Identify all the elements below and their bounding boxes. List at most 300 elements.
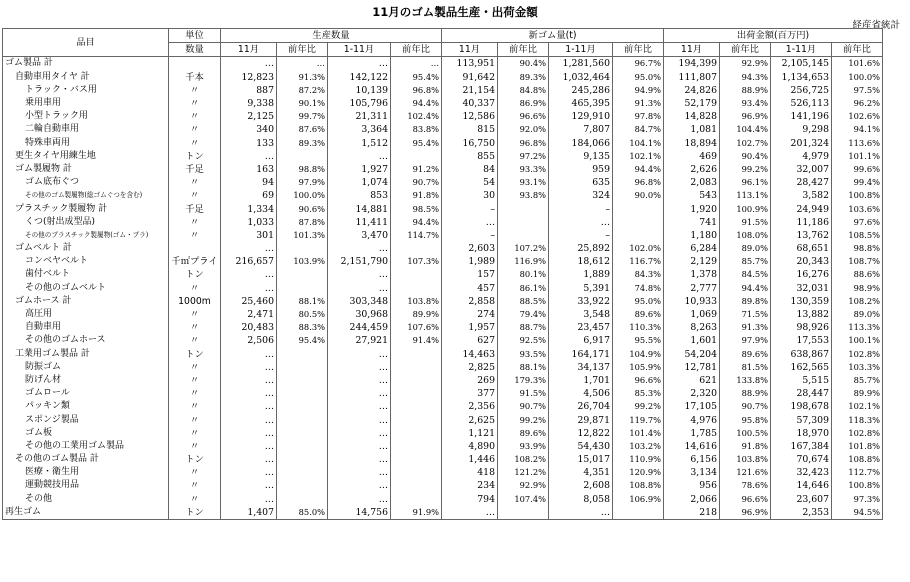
yoy-cell: 91.5% (498, 387, 549, 400)
yoy-cell: 118.3% (832, 413, 883, 426)
yoy-cell: 89.8% (720, 295, 771, 308)
yoy-cell: 78.6% (720, 479, 771, 492)
table-row (3, 255, 883, 268)
value-cell: 10,933 (664, 295, 720, 308)
row-unit: 千本 (169, 71, 221, 84)
yoy-cell: 110.9% (613, 453, 664, 466)
yoy-cell: 89.0% (720, 242, 771, 255)
value-cell: 164,171 (549, 348, 613, 361)
value-cell: 1,081 (664, 123, 720, 136)
value-cell: 1,957 (442, 321, 498, 334)
yoy-cell (391, 242, 442, 255)
yoy-cell: 179.3% (498, 374, 549, 387)
table-row (3, 71, 883, 84)
value-cell: 16,276 (771, 268, 832, 281)
yoy-cell: 90.4% (498, 57, 549, 71)
yoy-cell: 90.7% (391, 176, 442, 189)
yoy-cell: 96.8% (613, 176, 664, 189)
yoy-cell: 100.1% (832, 334, 883, 347)
value-cell: 956 (664, 479, 720, 492)
yoy-cell: 89.6% (498, 427, 549, 440)
row-unit: トン (169, 506, 221, 520)
row-unit: 〃 (169, 361, 221, 374)
yoy-cell: 101.1% (832, 150, 883, 163)
yoy-cell: 96.1% (720, 176, 771, 189)
yoy-cell: 99.2% (720, 163, 771, 176)
yoy-cell: 95.4% (277, 334, 328, 347)
yoy-cell: 89.6% (720, 348, 771, 361)
table-row (3, 427, 883, 440)
value-cell: 5,515 (771, 374, 832, 387)
value-cell: 27,921 (328, 334, 391, 347)
value-cell: 1,121 (442, 427, 498, 440)
header-quantity: 数量 (169, 43, 221, 57)
value-cell: 91,642 (442, 71, 498, 84)
row-name: ゴムベルト 計 (3, 242, 169, 255)
value-cell: 457 (442, 282, 498, 295)
yoy-cell: 94.9% (613, 84, 664, 97)
yoy-cell (498, 506, 549, 520)
yoy-cell (277, 440, 328, 453)
row-unit: 〃 (169, 189, 221, 202)
value-cell: 24,949 (771, 202, 832, 215)
value-cell: 30 (442, 189, 498, 202)
value-cell: 13,882 (771, 308, 832, 321)
value-cell: 18,970 (771, 427, 832, 440)
yoy-cell: … (391, 57, 442, 71)
yoy-cell: 93.9% (498, 440, 549, 453)
value-cell: … (328, 440, 391, 453)
row-name: トラック・バス用 (3, 84, 169, 97)
yoy-cell (277, 466, 328, 479)
yoy-cell: 112.7% (832, 466, 883, 479)
yoy-cell: 96.9% (720, 506, 771, 520)
value-cell: … (328, 427, 391, 440)
value-cell: … (328, 150, 391, 163)
yoy-cell (498, 229, 549, 242)
value-cell: 2,066 (664, 493, 720, 506)
yoy-cell: 87.6% (277, 123, 328, 136)
header-unit: 単位 (169, 29, 221, 43)
yoy-cell (277, 400, 328, 413)
yoy-cell: 79.4% (498, 308, 549, 321)
table-row (3, 189, 883, 202)
value-cell: 30,968 (328, 308, 391, 321)
yoy-cell: 97.5% (832, 84, 883, 97)
yoy-cell (277, 453, 328, 466)
value-cell: 9,135 (549, 150, 613, 163)
yoy-cell: 89.9% (832, 387, 883, 400)
table-row (3, 163, 883, 176)
yoy-cell: 98.9% (832, 282, 883, 295)
value-cell: 340 (221, 123, 277, 136)
yoy-cell (391, 282, 442, 295)
yoy-cell (277, 150, 328, 163)
value-cell: 29,871 (549, 413, 613, 426)
value-cell: 1,074 (328, 176, 391, 189)
yoy-cell: 100.8% (832, 189, 883, 202)
value-cell: 12,586 (442, 110, 498, 123)
value-cell: 26,704 (549, 400, 613, 413)
data-table (2, 28, 883, 520)
yoy-cell: 95.4% (391, 137, 442, 150)
yoy-cell: 91.2% (391, 163, 442, 176)
value-cell: 274 (442, 308, 498, 321)
value-cell: 32,423 (771, 466, 832, 479)
yoy-cell: 113.3% (832, 321, 883, 334)
value-cell: 8,263 (664, 321, 720, 334)
yoy-cell: 98.8% (832, 242, 883, 255)
value-cell: 1,927 (328, 163, 391, 176)
yoy-cell: 97.3% (832, 493, 883, 506)
yoy-cell: 87.2% (277, 84, 328, 97)
yoy-cell: 85.0% (277, 506, 328, 520)
row-name: ゴム製履物 計 (3, 163, 169, 176)
value-cell: 1,512 (328, 137, 391, 150)
value-cell: 20,343 (771, 255, 832, 268)
yoy-cell: 96.6% (613, 374, 664, 387)
value-cell: … (328, 479, 391, 492)
yoy-cell: 102.7% (720, 137, 771, 150)
row-name: その他のゴム製品 計 (3, 453, 169, 466)
value-cell: 133 (221, 137, 277, 150)
row-unit: 千㎡プライ (169, 255, 221, 268)
subheader-cell: 1-11月 (549, 43, 613, 57)
value-cell: 21,311 (328, 110, 391, 123)
value-cell: 98,926 (771, 321, 832, 334)
row-unit: 〃 (169, 176, 221, 189)
yoy-cell: 89.0% (832, 308, 883, 321)
header-row-1 (3, 29, 883, 43)
yoy-cell: 95.5% (613, 334, 664, 347)
row-unit: 〃 (169, 321, 221, 334)
value-cell: 638,867 (771, 348, 832, 361)
value-cell: 244,459 (328, 321, 391, 334)
value-cell: 18,894 (664, 137, 720, 150)
value-cell: 4,351 (549, 466, 613, 479)
value-cell: 10,139 (328, 84, 391, 97)
value-cell: 2,083 (664, 176, 720, 189)
value-cell: 54,204 (664, 348, 720, 361)
value-cell: 18,612 (549, 255, 613, 268)
table-row (3, 268, 883, 281)
row-unit: 〃 (169, 427, 221, 440)
value-cell: 303,348 (328, 295, 391, 308)
value-cell: 1,069 (664, 308, 720, 321)
value-cell: 21,154 (442, 84, 498, 97)
yoy-cell (277, 282, 328, 295)
yoy-cell: 100.0% (277, 189, 328, 202)
value-cell: 6,284 (664, 242, 720, 255)
yoy-cell: 101.8% (832, 440, 883, 453)
yoy-cell (391, 374, 442, 387)
yoy-cell: 96.6% (720, 493, 771, 506)
table-row (3, 348, 883, 361)
yoy-cell: 88.1% (277, 295, 328, 308)
yoy-cell: 102.1% (613, 150, 664, 163)
row-unit (169, 57, 221, 71)
yoy-cell: 103.9% (277, 255, 328, 268)
value-cell: 25,460 (221, 295, 277, 308)
row-unit: 〃 (169, 466, 221, 479)
row-unit: 〃 (169, 413, 221, 426)
yoy-cell (498, 216, 549, 229)
yoy-cell: 103.2% (613, 440, 664, 453)
row-unit: トン (169, 453, 221, 466)
value-cell: 141,196 (771, 110, 832, 123)
yoy-cell: 104.4% (720, 123, 771, 136)
yoy-cell: 100.0% (832, 71, 883, 84)
yoy-cell: 90.6% (277, 202, 328, 215)
row-name: 自動車用 (3, 321, 169, 334)
table-row (3, 466, 883, 479)
yoy-cell (277, 268, 328, 281)
yoy-cell: 97.6% (832, 216, 883, 229)
value-cell: 54,430 (549, 440, 613, 453)
value-cell: 1,281,560 (549, 57, 613, 71)
value-cell: 256,725 (771, 84, 832, 97)
yoy-cell: 91.3% (720, 321, 771, 334)
yoy-cell: 95.0% (613, 71, 664, 84)
yoy-cell: 99.6% (832, 163, 883, 176)
table-row (3, 440, 883, 453)
table-row (3, 242, 883, 255)
row-unit: 千足 (169, 163, 221, 176)
yoy-cell: 101.3% (277, 229, 328, 242)
value-cell: … (328, 387, 391, 400)
table-row (3, 150, 883, 163)
value-cell: 2,825 (442, 361, 498, 374)
value-cell: 13,762 (771, 229, 832, 242)
value-cell: 959 (549, 163, 613, 176)
table-row (3, 295, 883, 308)
value-cell: 2,608 (549, 479, 613, 492)
value-cell: … (442, 216, 498, 229)
yoy-cell (613, 229, 664, 242)
value-cell: 218 (664, 506, 720, 520)
value-cell: 57,309 (771, 413, 832, 426)
yoy-cell: 108.7% (832, 255, 883, 268)
value-cell: … (221, 374, 277, 387)
value-cell: 2,105,145 (771, 57, 832, 71)
header-shipment: 出荷金額(百万円) (664, 29, 883, 43)
value-cell: 52,179 (664, 97, 720, 110)
table-row (3, 361, 883, 374)
yoy-cell: … (277, 57, 328, 71)
value-cell: 2,356 (442, 400, 498, 413)
yoy-cell: 90.4% (720, 150, 771, 163)
row-unit: 〃 (169, 479, 221, 492)
yoy-cell (391, 466, 442, 479)
value-cell: 201,324 (771, 137, 832, 150)
yoy-cell: 94.4% (391, 97, 442, 110)
yoy-cell: 108.2% (498, 453, 549, 466)
value-cell: 162,565 (771, 361, 832, 374)
table-body (3, 57, 883, 520)
yoy-cell (391, 150, 442, 163)
yoy-cell: 98.8% (277, 163, 328, 176)
value-cell: 815 (442, 123, 498, 136)
value-cell: … (221, 493, 277, 506)
row-name: その他のゴムホース (3, 334, 169, 347)
value-cell: 14,463 (442, 348, 498, 361)
yoy-cell: 90.7% (720, 400, 771, 413)
yoy-cell: 92.0% (498, 123, 549, 136)
row-unit: 〃 (169, 216, 221, 229)
yoy-cell: 96.8% (498, 137, 549, 150)
table-row (3, 137, 883, 150)
subheader-cell: 前年比 (832, 43, 883, 57)
yoy-cell: 107.6% (391, 321, 442, 334)
value-cell: 1,180 (664, 229, 720, 242)
value-cell: 20,483 (221, 321, 277, 334)
value-cell: 855 (442, 150, 498, 163)
yoy-cell: 96.9% (720, 110, 771, 123)
value-cell: … (221, 479, 277, 492)
row-name: 二輪自動車用 (3, 123, 169, 136)
yoy-cell: 94.4% (613, 163, 664, 176)
yoy-cell: 93.1% (498, 176, 549, 189)
yoy-cell: 108.5% (832, 229, 883, 242)
value-cell: 142,122 (328, 71, 391, 84)
value-cell: … (221, 282, 277, 295)
yoy-cell: 94.5% (832, 506, 883, 520)
value-cell: … (328, 242, 391, 255)
value-cell: 70,674 (771, 453, 832, 466)
value-cell: 23,457 (549, 321, 613, 334)
row-name: スポンジ製品 (3, 413, 169, 426)
value-cell: 2,353 (771, 506, 832, 520)
table-row (3, 413, 883, 426)
value-cell: 68,651 (771, 242, 832, 255)
yoy-cell: 97.2% (498, 150, 549, 163)
table-row (3, 479, 883, 492)
yoy-cell (613, 216, 664, 229)
yoy-cell (391, 361, 442, 374)
yoy-cell (391, 493, 442, 506)
value-cell: … (221, 427, 277, 440)
yoy-cell (277, 374, 328, 387)
yoy-cell: 89.3% (498, 71, 549, 84)
value-cell: 1,889 (549, 268, 613, 281)
row-name: 医療・衛生用 (3, 466, 169, 479)
value-cell: … (221, 453, 277, 466)
header-new-rubber: 新ゴム量(t) (442, 29, 664, 43)
yoy-cell: 96.8% (391, 84, 442, 97)
value-cell: 1,785 (664, 427, 720, 440)
value-cell: 794 (442, 493, 498, 506)
value-cell: 216,657 (221, 255, 277, 268)
yoy-cell: 133.8% (720, 374, 771, 387)
value-cell: 2,777 (664, 282, 720, 295)
yoy-cell: 88.7% (498, 321, 549, 334)
value-cell: 1,989 (442, 255, 498, 268)
yoy-cell: 108.2% (832, 295, 883, 308)
value-cell: 32,031 (771, 282, 832, 295)
value-cell: 465,395 (549, 97, 613, 110)
yoy-cell (391, 348, 442, 361)
yoy-cell: 103.8% (720, 453, 771, 466)
value-cell: … (221, 387, 277, 400)
yoy-cell: 99.2% (613, 400, 664, 413)
yoy-cell: 86.9% (498, 97, 549, 110)
yoy-cell: 86.1% (498, 282, 549, 295)
yoy-cell (277, 387, 328, 400)
row-name: ゴム板 (3, 427, 169, 440)
subheader-cell: 前年比 (613, 43, 664, 57)
yoy-cell (277, 479, 328, 492)
yoy-cell: 104.9% (613, 348, 664, 361)
row-name: ゴムホース 計 (3, 295, 169, 308)
yoy-cell (277, 427, 328, 440)
row-name: 更生タイヤ用練生地 (3, 150, 169, 163)
yoy-cell (391, 440, 442, 453)
value-cell: … (221, 348, 277, 361)
row-name: 乗用車用 (3, 97, 169, 110)
value-cell: 12,823 (221, 71, 277, 84)
row-unit: 〃 (169, 137, 221, 150)
value-cell: … (221, 466, 277, 479)
value-cell: 28,427 (771, 176, 832, 189)
row-name: ゴム製品 計 (3, 57, 169, 71)
yoy-cell: 89.9% (391, 308, 442, 321)
yoy-cell: 84.8% (498, 84, 549, 97)
value-cell: 418 (442, 466, 498, 479)
row-unit: 〃 (169, 97, 221, 110)
row-unit: 〃 (169, 334, 221, 347)
value-cell: 3,548 (549, 308, 613, 321)
table-row (3, 123, 883, 136)
value-cell: 2,603 (442, 242, 498, 255)
value-cell: 54 (442, 176, 498, 189)
value-cell: 1,033 (221, 216, 277, 229)
row-unit: 〃 (169, 374, 221, 387)
table-row (3, 321, 883, 334)
page-title: 11月のゴム製品生産・出荷金額 (372, 5, 538, 19)
value-cell: 301 (221, 229, 277, 242)
value-cell: … (549, 506, 613, 520)
row-name: 特殊車両用 (3, 137, 169, 150)
row-name: ゴムロール (3, 387, 169, 400)
value-cell: … (221, 440, 277, 453)
yoy-cell: 99.7% (277, 110, 328, 123)
row-name: その他のゴムベルト (3, 282, 169, 295)
value-cell: 269 (442, 374, 498, 387)
yoy-cell: 110.3% (613, 321, 664, 334)
value-cell: 2,129 (664, 255, 720, 268)
value-cell: 113,951 (442, 57, 498, 71)
row-name: 小型トラック用 (3, 110, 169, 123)
value-cell: 635 (549, 176, 613, 189)
yoy-cell: 91.5% (720, 216, 771, 229)
yoy-cell: 71.5% (720, 308, 771, 321)
value-cell: 1,701 (549, 374, 613, 387)
row-name: パッキン類 (3, 400, 169, 413)
value-cell: 12,781 (664, 361, 720, 374)
yoy-cell: 100.9% (720, 202, 771, 215)
yoy-cell: 116.7% (613, 255, 664, 268)
table-row (3, 282, 883, 295)
value-cell: 157 (442, 268, 498, 281)
yoy-cell: 101.6% (832, 57, 883, 71)
value-cell: 12,822 (549, 427, 613, 440)
yoy-cell (391, 400, 442, 413)
yoy-cell: 107.3% (391, 255, 442, 268)
value-cell: 4,890 (442, 440, 498, 453)
yoy-cell: 84.5% (720, 268, 771, 281)
value-cell: – (442, 229, 498, 242)
value-cell: 198,678 (771, 400, 832, 413)
